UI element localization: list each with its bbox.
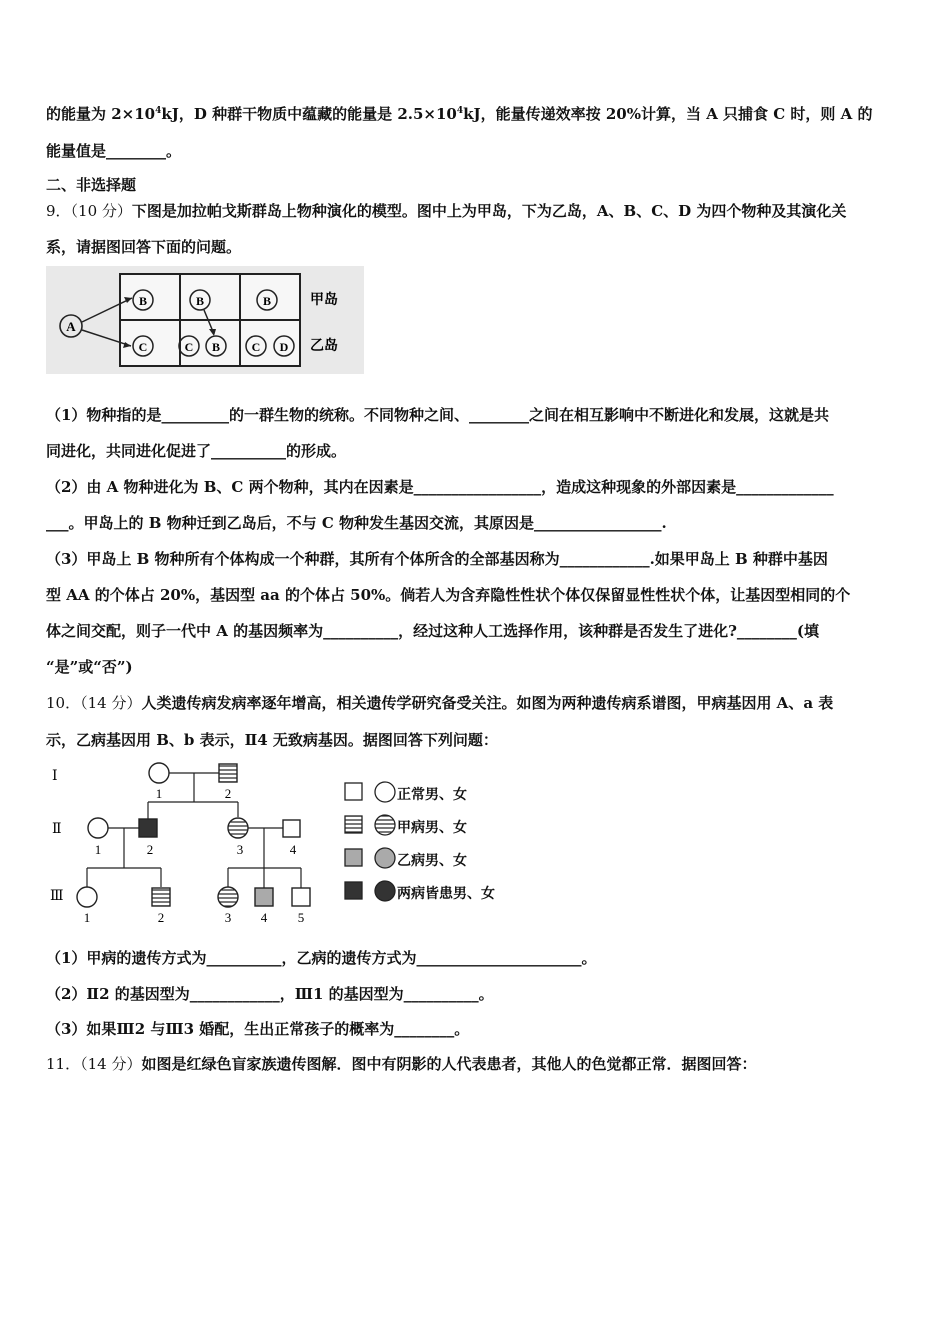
top-cell2-species: B xyxy=(195,294,205,308)
q10-part2: （2）Ⅱ2 的基因型为____________，Ⅲ1 的基因型为__________。 xyxy=(46,985,494,1003)
q9-part3-line2: 型 AA 的个体占 20%，基因型 aa 的个体占 50%。倘若人为含弃隐性性状个体仅保留显性性状个体，让基因型相同的个 xyxy=(46,586,851,604)
legend-diseaseB-female xyxy=(375,848,395,868)
q9-part2-line1: （2）由 A 物种进化为 B、C 两个物种，其内在因素是_________________，造成这种现象的外部因素是_____________ xyxy=(46,478,834,496)
bottom-island-label: 乙岛 xyxy=(310,338,338,354)
q10-part3: （3）如果Ⅲ2 与Ⅲ3 婚配，生出正常孩子的概率为________。 xyxy=(46,1020,470,1038)
q9-part3-line4: “是”或“否”) xyxy=(46,658,133,676)
II3-diseaseA-female xyxy=(228,818,248,838)
bottom-cell2-species-b: B xyxy=(211,340,221,354)
top-cell1-species: B xyxy=(138,294,148,308)
q9-part3-line1: （3）甲岛上 B 物种所有个体构成一个种群，其所有个体所含的全部基因称为____________.如果甲岛上 B 种群中基因 xyxy=(46,550,828,568)
q11-stem: 11．（14 分）如图是红绿色盲家族遗传图解．图中有阴影的人代表患者，其他人的色觉都正常．据图回答： xyxy=(46,1055,757,1073)
q10-stem-line2: 示，乙病基因用 B、b 表示，Ⅱ4 无致病基因。据图回答下列问题： xyxy=(46,731,498,749)
section-heading: 二、非选择题 xyxy=(46,176,137,194)
legend-normal-female xyxy=(375,782,395,802)
I2-number: 2 xyxy=(224,786,232,801)
I1-number: 1 xyxy=(155,786,163,801)
I2-diseaseA-male xyxy=(219,764,237,782)
gen-label-1: Ⅰ xyxy=(52,768,58,784)
III3-diseaseA-female xyxy=(218,887,238,907)
q10-part1: （1）甲病的遗传方式为__________，乙病的遗传方式为______________________。 xyxy=(46,949,597,967)
q9-stem-line1: 9．（10 分）下图是加拉帕戈斯群岛上物种演化的模型。图中上为甲岛，下为乙岛，A、B、C、D 为四个物种及其演化关 xyxy=(46,202,847,220)
legend-label-normal: 正常男、女 xyxy=(397,787,467,803)
III5-normal-male xyxy=(292,888,310,906)
III2-diseaseA-male xyxy=(152,888,170,906)
III4-diseaseB-male xyxy=(255,888,273,906)
speciation-diagram xyxy=(46,266,364,374)
II4-number: 4 xyxy=(289,842,297,857)
II1-normal-female xyxy=(88,818,108,838)
top-island-label: 甲岛 xyxy=(310,292,338,308)
bottom-cell1-species: C xyxy=(138,340,148,354)
bottom-cell3-species-a: C xyxy=(251,340,261,354)
II1-number: 1 xyxy=(94,842,102,857)
III1-number: 1 xyxy=(83,910,91,925)
legend-label-diseaseB: 乙病男、女 xyxy=(397,853,467,869)
q9-part1-line2: 同进化，共同进化促进了__________的形成。 xyxy=(46,442,347,460)
legend-label-both: 两病皆患男、女 xyxy=(397,886,495,902)
II2-both-diseases-male xyxy=(139,819,157,837)
I1-normal-female xyxy=(149,763,169,783)
pedigree-legend-symbols xyxy=(340,778,400,903)
legend-normal-male xyxy=(345,783,362,800)
q9-stem-line2: 系，请据图回答下面的问题。 xyxy=(46,238,242,256)
bottom-cell2-species-a: C xyxy=(184,340,194,354)
legend-both-male xyxy=(345,882,362,899)
III5-number: 5 xyxy=(297,910,305,925)
III4-number: 4 xyxy=(260,910,268,925)
III1-normal-female xyxy=(77,887,97,907)
legend-diseaseA-female xyxy=(375,815,395,835)
legend-diseaseB-male xyxy=(345,849,362,866)
II4-normal-male xyxy=(283,820,300,837)
gen-label-3: Ⅲ xyxy=(50,888,64,904)
pedigree-chart xyxy=(46,760,336,925)
gen-label-2: Ⅱ xyxy=(52,821,62,837)
q10-stem-line1: 10．（14 分）人类遗传病发病率逐年增高，相关遗传学研究备受关注。如图为两种遗传病系谱图，甲病基因用 A、a 表 xyxy=(46,694,834,712)
II2-number: 2 xyxy=(146,842,154,857)
III2-number: 2 xyxy=(157,910,165,925)
II3-number: 3 xyxy=(236,842,244,857)
q8-text-line1: 的能量为 $2\times 10^4kJ$，D 种群干物质中蕴藏的能量是 $2.5\times 10^4kJ$，能量传递效率按 20%计算，当 A 只捕食 C 时，则 A 的 xyxy=(46,105,873,123)
legend-diseaseA-male xyxy=(345,816,362,833)
top-cell3-species: B xyxy=(262,294,272,308)
q8-text-line2: 能量值是________。 xyxy=(46,142,182,160)
bottom-cell3-species-b: D xyxy=(279,340,289,354)
legend-both-female xyxy=(375,881,395,901)
III3-number: 3 xyxy=(224,910,232,925)
q9-part3-line3: 体之间交配，则子一代中 A 的基因频率为__________，经过这种人工选择作用，该种群是否发生了进化?________(填 xyxy=(46,622,819,640)
q9-part2-line2: ___。甲岛上的 B 物种迁到乙岛后，不与 C 物种发生基因交流，其原因是_________________. xyxy=(46,514,667,532)
q9-part1-line1: （1）物种指的是_________的一群生物的统称。不同物种之间、________之间在相互影响中不断进化和发展，这就是共 xyxy=(46,406,829,424)
legend-label-diseaseA: 甲病男、女 xyxy=(397,820,467,836)
species-a-label: A xyxy=(66,319,76,334)
